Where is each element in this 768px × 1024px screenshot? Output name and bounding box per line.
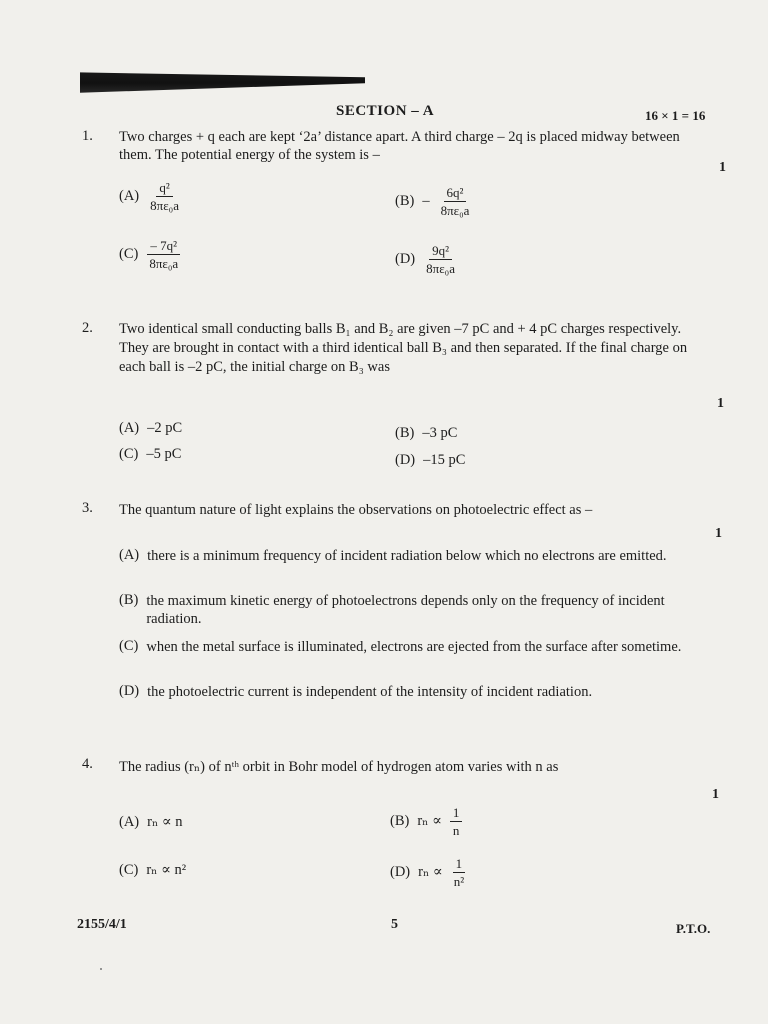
option-label: (B): [395, 425, 415, 441]
option-label: (A): [119, 188, 140, 204]
q1-option-a: [119, 180, 182, 213]
q3-option-c: [119, 638, 691, 656]
q2-option-d: [395, 452, 465, 469]
q1-number: 1.: [82, 128, 93, 144]
q1-option-d: [395, 243, 458, 276]
q4-option-d: [390, 856, 467, 889]
q1-option-c: [119, 238, 181, 271]
fraction: [423, 243, 458, 276]
option-label: (B): [390, 813, 410, 829]
option-text: the maximum kinetic energy of photoelectrons depends only on the frequency of incident radiation.: [146, 593, 665, 627]
sign: –: [422, 193, 430, 209]
option-label: (D): [119, 683, 140, 699]
option-label: (D): [395, 251, 416, 267]
q4-option-a: [119, 814, 183, 831]
denominator: 8πε₀a: [149, 256, 179, 271]
option-text: –3 pC: [422, 425, 458, 441]
paper-code: 2155/4/1: [77, 917, 127, 932]
denominator: n²: [453, 874, 465, 889]
q1-option-b: [395, 185, 472, 218]
option-text: the photoelectric current is independent of the intensity of incident radiation.: [147, 684, 593, 700]
option-label: (D): [395, 452, 416, 468]
option-label: (C): [119, 862, 139, 878]
option-label: (C): [119, 246, 139, 262]
q3-mark: 1: [715, 526, 722, 541]
fraction: [451, 856, 467, 889]
q1-text: Two charges + q each are kept ‘2a’ distance apart. A third charge – 2q is placed midway between them. The potential energy of the system is –: [119, 129, 680, 163]
q4-option-c: [119, 862, 186, 879]
numerator: 1: [453, 856, 466, 873]
option-text: –15 pC: [423, 452, 466, 468]
denominator: n: [452, 823, 460, 838]
q2-option-a: [119, 420, 182, 437]
header-black-bar: [80, 70, 365, 94]
please-turn-over: P.T.O.: [676, 921, 711, 936]
option-text: there is a minimum frequency of incident radiation below which no electrons are emitted.: [147, 548, 667, 564]
option-label: (C): [119, 638, 139, 654]
option-label: (D): [390, 864, 411, 880]
q2-option-c: [119, 446, 181, 463]
q3-option-a: [119, 547, 691, 565]
denominator: 8πε₀a: [150, 198, 179, 213]
q3-number: 3.: [82, 500, 93, 516]
q2-mark: 1: [717, 396, 724, 411]
option-text: –5 pC: [146, 446, 182, 462]
q3-text: The quantum nature of light explains the observations on photoelectric effect as –: [119, 502, 593, 518]
numerator: 1: [450, 805, 463, 822]
numerator: 9q²: [429, 243, 452, 260]
fraction: [147, 180, 182, 213]
option-label: (A): [119, 547, 140, 563]
option-label: (B): [395, 193, 415, 209]
fraction: [450, 805, 463, 838]
numerator: 6q²: [444, 185, 467, 202]
q4-text: The radius (rₙ) of nᵗʰ orbit in Bohr model of hydrogen atom varies with n as: [119, 759, 559, 775]
q3-option-d: [119, 683, 691, 701]
q3-option-b: [119, 592, 691, 628]
q2-option-b: [395, 425, 457, 442]
numerator: – 7q²: [147, 238, 180, 255]
q4-mark: 1: [712, 787, 719, 802]
q1-mark: 1: [719, 160, 726, 175]
denominator: 8πε₀a: [426, 261, 455, 276]
fraction: [146, 238, 181, 271]
option-text: when the metal surface is illuminated, electrons are ejected from the surface after sometime.: [146, 639, 682, 655]
option-label: (B): [119, 592, 139, 608]
section-title: SECTION – A: [336, 103, 435, 119]
page-number: 5: [391, 917, 398, 932]
q4-number: 4.: [82, 756, 93, 772]
paper-speck: [100, 968, 102, 970]
denominator: 8πε₀a: [440, 203, 470, 218]
option-label: (C): [119, 446, 139, 462]
q4-option-b: [390, 805, 462, 838]
q2-text: Two identical small conducting balls B₁ and B₂ are given –7 pC and + 4 pC charges respectively. They are brought in contact with a third identical ball B₃ and then separated. If the final charge on each ball is –2 pC, the initial charge on B₃ was: [119, 321, 688, 375]
option-lhs: rₙ ∝: [418, 864, 443, 880]
fraction: [438, 185, 473, 218]
marks-scheme: 16 × 1 = 16: [645, 108, 706, 123]
option-text: rₙ ∝ n²: [146, 862, 187, 878]
option-lhs: rₙ ∝: [417, 813, 442, 829]
option-text: rₙ ∝ n: [147, 814, 183, 830]
option-text: –2 pC: [147, 420, 183, 436]
option-label: (A): [119, 814, 140, 830]
option-label: (A): [119, 420, 140, 436]
numerator: q²: [156, 180, 172, 197]
q2-number: 2.: [82, 320, 93, 336]
